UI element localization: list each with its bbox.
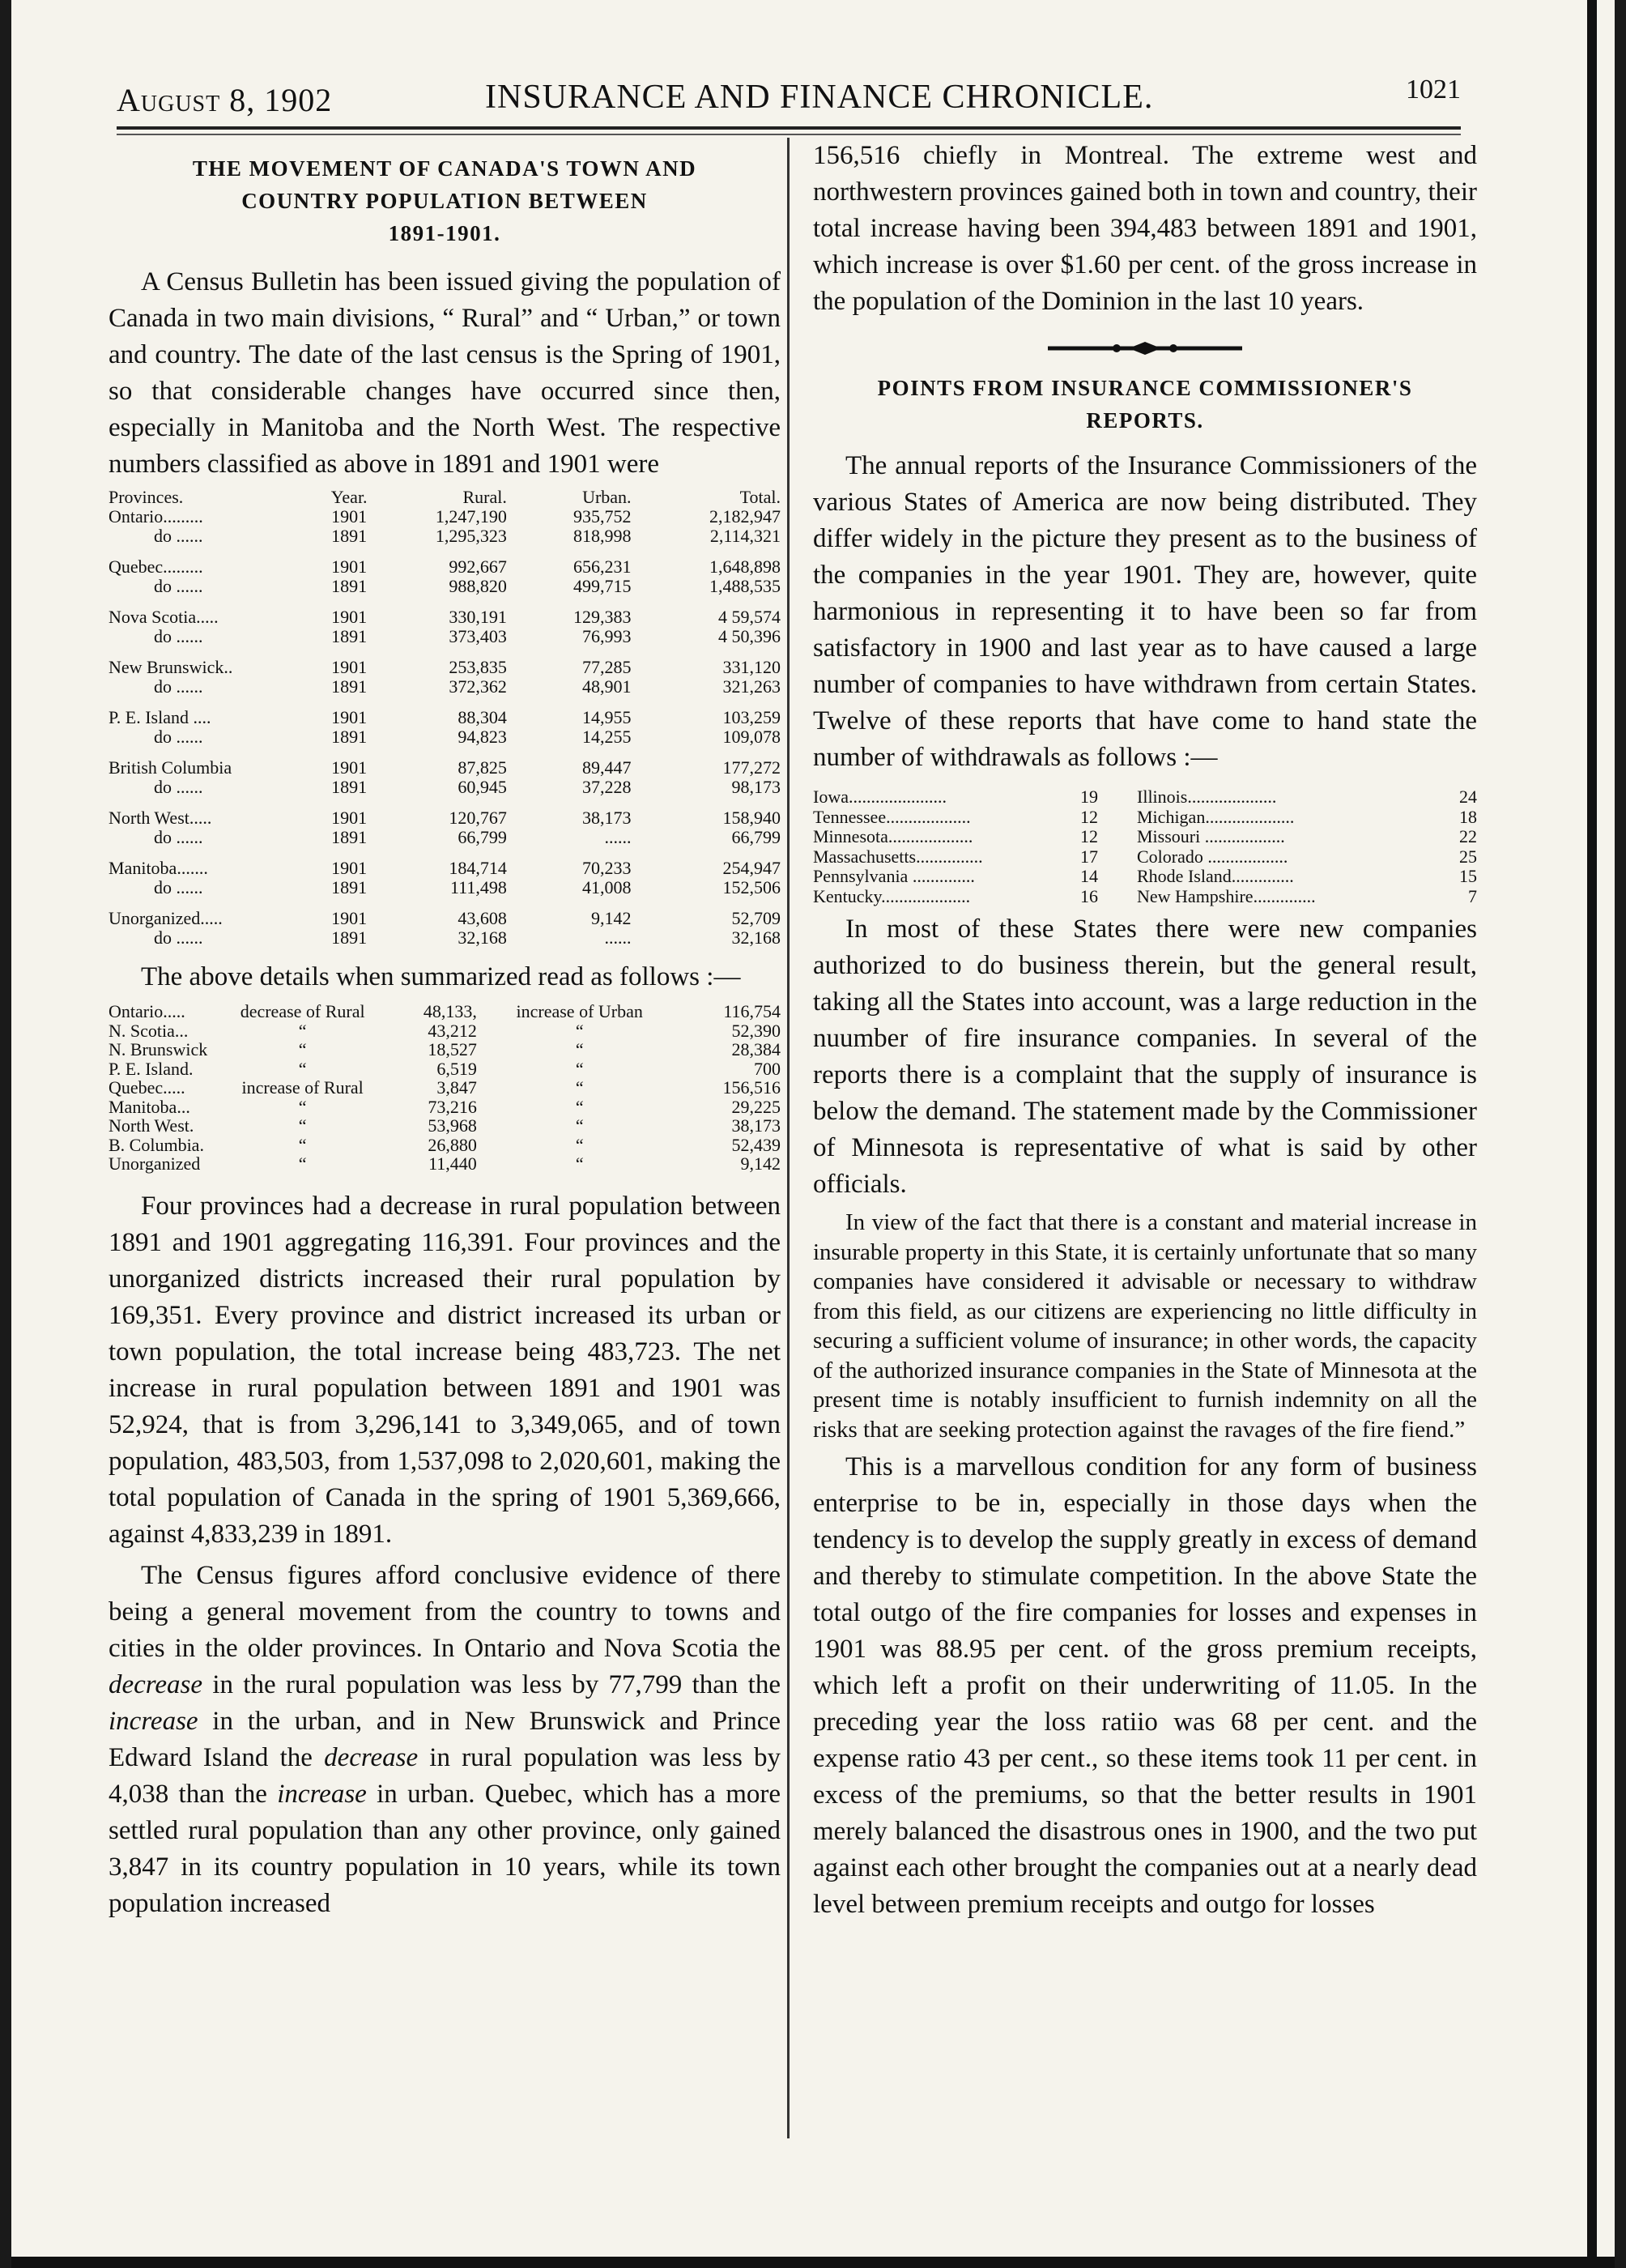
summary-cell: “ [575,1115,584,1136]
text-run: in the rural population was less by 77,799 than the [202,1669,781,1699]
withdrawal-cell: 15 [1459,866,1477,886]
table-cell: 129,383 [573,607,632,627]
article1-intro: A Census Bulletin has been issued giving the population of Canada in two main divisions, “ Rural” and “ Urban,” or town and country. The date of the last census is the Spring of 1901, so that considerable changes have occurred since then, especially in Manitoba and the North West. The respective numbers classified as above in 1891 and 1901 were [109,267,781,479]
table-cell: 1901 [331,607,368,627]
withdrawal-cell: 12 [1080,826,1098,846]
article2-para2: In most of these States there were new companies authorized to do business therein, but the general result, taking all the States into account, was a large reduction in the nuumber of fire insurance companies. In several of the reports there is a complaint that the supply of insurance is below the demand. The statement made by the Commissioner of Minnesota is representative of what is said by other officials. [813,914,1477,1199]
table-cell: 2,114,321 [709,526,781,546]
table-cell: 158,940 [722,808,781,828]
header-rule-thin [117,134,1461,135]
withdrawal-cell: Colorado .................. [1137,846,1288,867]
table-cell: 177,272 [722,757,781,778]
table-row [109,577,781,596]
summary-row [109,1136,781,1155]
italic-run: increase [277,1779,367,1809]
table-row [109,797,781,828]
table-cell: 41,008 [582,877,632,897]
table-cell: North West..... [109,808,212,828]
table-cell: 1,488,535 [709,576,781,596]
running-header [117,75,1461,123]
table-cell: 499,715 [573,576,632,596]
table-cell: British Columbia [109,757,232,778]
summary-row [109,1002,781,1021]
table-row [109,828,781,847]
article1-title-line: 1891-1901. [388,221,501,245]
table-cell: 935,752 [573,506,632,526]
table-cell: 109,078 [722,727,781,747]
summary-cell: “ [575,1077,584,1098]
table-cell: ...... [604,927,632,948]
table-cell: 9,142 [591,908,632,928]
article2-title [813,372,1477,437]
withdrawal-cell: 14 [1080,866,1098,886]
table-cell: 1,648,898 [709,556,781,577]
summary-cell: “ [575,1020,584,1041]
table-cell: 1891 [331,526,368,546]
withdrawal-row [813,827,1477,847]
withdrawal-row [813,787,1477,808]
table-row [109,677,781,697]
table-cell: 14,955 [582,707,632,727]
withdrawal-cell: Minnesota................... [813,826,973,846]
summary-cell: “ [298,1115,307,1136]
table-cell: 254,947 [722,858,781,878]
summary-cell: “ [575,1134,584,1155]
table-row [109,526,781,546]
summary-row [109,1098,781,1117]
table-cell: 4 50,396 [718,626,781,646]
summary-cell: N. Brunswick [109,1039,208,1059]
table-row [109,897,781,928]
summary-cell: 116,754 [723,1001,781,1021]
withdrawal-cell: 19 [1080,787,1098,807]
table-cell: 1901 [331,556,368,577]
article2-para3: This is a marvellous condition for any form of business enterprise to be in, especially in those days when the tendency is to develop the supply greatly in excess of demand and thereby to stimulate competition. In the above State the total outgo of the fire companies for losses and expenses in 1901 was 88.95 per cent. of the gross premium receipts, which left a profit on their underwriting of 11.05. In the preceding year the loss ratiio was 68 per cent. and the expense ratio 43 per cent., so these items took 11 per cent. in excess of the premiums, so that the better results in 1901 merely balanced the disastrous ones in 1900, and the two put against each other brought the companies out at a nearly dead level between premium receipts and outgo for losses [813,1452,1477,1919]
table-row [109,727,781,747]
withdrawal-cell: 25 [1459,846,1477,867]
table-cell: 1901 [331,707,368,727]
table-cell: Quebec......... [109,556,203,577]
table-cell: do ...... [154,777,203,797]
summary-cell: 26,880 [428,1134,477,1155]
summary-intro: The above details when summarized read as follows :— [141,962,741,991]
withdrawal-row [813,847,1477,868]
table-cell: 1891 [331,576,368,596]
table-cell: 87,825 [458,757,507,778]
table-cell: 60,945 [458,777,507,797]
summary-cell: decrease of Rural [240,1001,365,1021]
article1-para2: Four provinces had a decrease in rural population between 1891 and 1901 aggregating 116,391. Four provinces and the unorganized districts increased their rural population by 169,351. Every province and district increased its urban or town population, the total increase being 483,723. The net increase in rural population between 1891 and 1901 was 52,924, that is from 3,296,141 to 3,349,065, and of town population, 483,503, from 1,537,098 to 2,020,601, making the total population of Canada in the spring of 1901 5,369,666, against 4,833,239 in 1891. [109,1191,781,1549]
withdrawal-row [813,808,1477,828]
table-cell: do ...... [154,927,203,948]
table-cell: 331,120 [722,657,781,677]
summary-cell: “ [298,1058,307,1079]
table-header-row [109,488,781,507]
table-cell: 253,835 [449,657,507,677]
header-journal-title: INSURANCE AND FINANCE CHRONICLE. [485,79,1154,116]
withdrawal-cell: 22 [1459,826,1477,846]
table-row [109,878,781,897]
summary-cell: “ [575,1096,584,1117]
withdrawal-cell: 18 [1459,806,1477,827]
withdrawal-cell: Tennessee................... [813,806,971,827]
table-cell: 1891 [331,777,368,797]
withdrawal-cell: Massachusetts............... [813,846,983,867]
summary-cell: “ [298,1020,307,1041]
article1-title-line: THE MOVEMENT OF CANADA'S TOWN AND [192,156,697,181]
left-column [109,146,781,1922]
table-cell: 1891 [331,676,368,697]
table-cell: 14,255 [582,727,632,747]
withdrawal-cell: 12 [1080,806,1098,827]
withdrawal-cell: Iowa...................... [813,787,947,807]
table-cell: 4 59,574 [718,607,781,627]
table-cell: 43,608 [458,908,507,928]
table-cell: 1,247,190 [435,506,507,526]
summary-cell: N. Scotia... [109,1020,189,1041]
table-cell: Nova Scotia..... [109,607,219,627]
table-cell: 52,709 [731,908,781,928]
table-cell: Manitoba....... [109,858,208,878]
table-cell: Ontario......... [109,506,203,526]
article2-title-line: REPORTS. [1086,408,1204,433]
table-cell: 2,182,947 [709,506,781,526]
page-edge-bottom [11,2257,1615,2268]
summary-cell: North West. [109,1115,194,1136]
summary-cell: 53,968 [428,1115,477,1136]
table-cell: 1901 [331,858,368,878]
summary-cell: Unorganized [109,1153,201,1174]
table-cell: Unorganized..... [109,908,223,928]
table-cell: 94,823 [458,727,507,747]
table-row [109,928,781,948]
table-cell: ...... [604,827,632,847]
withdrawal-cell: Pennsylvania .............. [813,866,975,886]
table-cell: 1,295,323 [435,526,507,546]
table-cell: 37,228 [582,777,632,797]
table-cell: do ...... [154,877,203,897]
table-cell: do ...... [154,727,203,747]
section-divider-ornament [813,336,1477,360]
text-run: in rural population was less by 4,038 than the [109,1742,781,1809]
summary-cell: “ [575,1039,584,1059]
col-header-urban: Urban. [582,487,632,507]
summary-row [109,1154,781,1174]
summary-cell: “ [298,1096,307,1117]
col-header-rural: Rural. [462,487,507,507]
table-row [109,847,781,878]
summary-row [109,1040,781,1059]
withdrawal-cell: Missouri .................. [1137,826,1285,846]
table-cell: 70,233 [582,858,632,878]
table-cell: 372,362 [449,676,507,697]
table-cell: New Brunswick.. [109,657,233,677]
table-cell: 656,231 [573,556,632,577]
summary-cell: 73,216 [428,1096,477,1117]
table-cell: 184,714 [449,858,507,878]
table-cell: 98,173 [731,777,781,797]
header-page-number: 1021 [1406,75,1461,104]
column-rule [787,138,790,2138]
table-cell: 38,173 [582,808,632,828]
table-cell: do ...... [154,576,203,596]
summary-cell: 6,519 [436,1058,477,1079]
article1-para3 [109,1558,781,1922]
table-cell: 66,799 [731,827,781,847]
summary-cell: Ontario..... [109,1001,185,1021]
withdrawal-cell: 7 [1468,885,1477,906]
summary-cell: “ [298,1134,307,1155]
table-cell: 1891 [331,626,368,646]
withdrawals-table [813,787,1477,906]
withdrawal-cell: Michigan.................... [1137,806,1295,827]
table-cell: 88,304 [458,707,507,727]
withdrawal-cell: 24 [1459,787,1477,807]
summary-cell: 3,847 [436,1077,477,1098]
table-cell: 76,993 [582,626,632,646]
table-cell: 373,403 [449,626,507,646]
withdrawal-cell: 16 [1080,885,1098,906]
table-row [109,627,781,646]
table-cell: 103,259 [722,707,781,727]
withdrawal-row [813,867,1477,887]
withdrawal-row [813,887,1477,907]
summary-cell: 52,439 [731,1134,781,1155]
summary-cell: Quebec..... [109,1077,185,1098]
table-cell: do ...... [154,676,203,697]
table-cell: 32,168 [458,927,507,948]
summary-cell: Manitoba... [109,1096,190,1117]
withdrawal-cell: Rhode Island.............. [1137,866,1294,886]
page [11,0,1615,2268]
summary-cell: “ [575,1153,584,1174]
article1-title-line: COUNTRY POPULATION BETWEEN [241,189,648,213]
header-rule [117,126,1461,130]
col-header-year: Year. [330,487,368,507]
withdrawal-cell: Kentucky.................... [813,885,971,906]
table-cell: 988,820 [449,576,507,596]
page-edge-right [1587,0,1597,2268]
table-cell: 818,998 [573,526,632,546]
table-cell: 152,506 [722,877,781,897]
table-cell: 48,901 [582,676,632,697]
right-column [813,138,1477,1923]
table-row [109,507,781,526]
summary-cell: 29,225 [731,1096,781,1117]
summary-cell: P. E. Island. [109,1058,194,1079]
census-table [109,488,781,948]
table-cell: do ...... [154,827,203,847]
summary-table [109,1002,781,1174]
summary-cell: 52,390 [731,1020,781,1041]
table-cell: 1901 [331,757,368,778]
withdrawal-cell: 17 [1080,846,1098,867]
text-run: in the urban, and in New Brunswick and Prince Edward Island the [109,1706,781,1772]
summary-cell: 48,133, [423,1001,477,1021]
summary-row [109,1021,781,1041]
summary-cell: “ [575,1058,584,1079]
italic-run: decrease [324,1742,419,1772]
table-row [109,747,781,778]
summary-cell: “ [298,1039,307,1059]
table-row [109,546,781,577]
table-cell: P. E. Island .... [109,707,211,727]
summary-cell: increase of Urban [516,1001,643,1021]
table-cell: 1891 [331,727,368,747]
table-cell: 1901 [331,808,368,828]
header-date: August 8, 1902 [117,82,333,118]
table-cell: do ...... [154,526,203,546]
summary-cell: 43,212 [428,1020,477,1041]
article1-continuation: 156,516 chiefly in Montreal. The extreme west and northwestern provinces gained both in town and country, their total increase having been 394,483 between 1891 and 1901, which increase is over $1.60 per cent. of the gross increase in the population of the Dominion in the last 10 years. [813,141,1477,316]
summary-cell: 18,527 [428,1039,477,1059]
table-cell: do ...... [154,626,203,646]
minnesota-quote: In view of the fact that there is a constant and material increase in insurable property in this State, it is certainly unfortunate that so many companies have considered it advisable or necessary to withdraw from this field, as our citizens are experiencing no little difficulty in securing a sufficient volume of insurance; in other words, the capacity of the authorized insurance companies in the State of Minnesota at the present time is notably insufficient to furnish indemnity on all the risks that are seeking protection against the ravages of the fire fiend.” [813,1209,1477,1443]
table-cell: 89,447 [582,757,632,778]
col-header-province: Provinces. [109,487,184,507]
table-cell: 77,285 [582,657,632,677]
summary-row [109,1059,781,1079]
summary-cell: 28,384 [731,1039,781,1059]
summary-cell: increase of Rural [241,1077,364,1098]
withdrawal-cell: Illinois.................... [1137,787,1277,807]
summary-cell: 9,142 [740,1153,781,1174]
italic-run: decrease [109,1669,203,1699]
article1-title [109,152,781,249]
table-cell: 1901 [331,908,368,928]
italic-run: increase [109,1706,198,1736]
table-cell: 330,191 [449,607,507,627]
table-row [109,697,781,727]
table-row [109,596,781,627]
summary-cell: 11,440 [428,1153,477,1174]
table-cell: 111,498 [449,877,507,897]
table-cell: 1891 [331,877,368,897]
table-row [109,646,781,677]
summary-cell: 700 [754,1058,781,1079]
table-cell: 1901 [331,657,368,677]
ornament-icon [1024,336,1266,360]
summary-cell: B. Columbia. [109,1134,204,1155]
col-header-total: Total. [739,487,781,507]
withdrawal-cell: New Hampshire.............. [1137,885,1316,906]
table-row [109,778,781,797]
table-cell: 1891 [331,927,368,948]
summary-cell: 156,516 [722,1077,781,1098]
summary-cell: 38,173 [731,1115,781,1136]
table-cell: 992,667 [449,556,507,577]
article2-intro: The annual reports of the Insurance Commissioners of the various States of America are now being distributed. They differ widely in the picture they present as to the business of the companies in the year 1901. They are, however, quite harmonious in representing it to have been so far from satisfactory in 1900 and last year as to have caused a large number of companies to have withdrawn from certain States. Twelve of these reports that have come to hand state the number of withdrawals as follows :— [813,451,1477,772]
summary-cell: “ [298,1153,307,1174]
summary-row [109,1078,781,1098]
article2-title-line: POINTS FROM INSURANCE COMMISSIONER'S [877,376,1413,400]
table-cell: 32,168 [731,927,781,948]
summary-row [109,1116,781,1136]
text-run: The Census figures afford conclusive evidence of there being a general movement from the country to towns and cities in the older provinces. In Ontario and Nova Scotia the [109,1560,781,1663]
table-cell: 1901 [331,506,368,526]
text-run: in urban. Quebec, which has a more settled rural population than any other province, only gained 3,847 in its country population in 10 years, while its town population increased [109,1779,781,1918]
table-cell: 120,767 [449,808,507,828]
table-cell: 66,799 [458,827,507,847]
table-cell: 321,263 [722,676,781,697]
table-cell: 1891 [331,827,368,847]
